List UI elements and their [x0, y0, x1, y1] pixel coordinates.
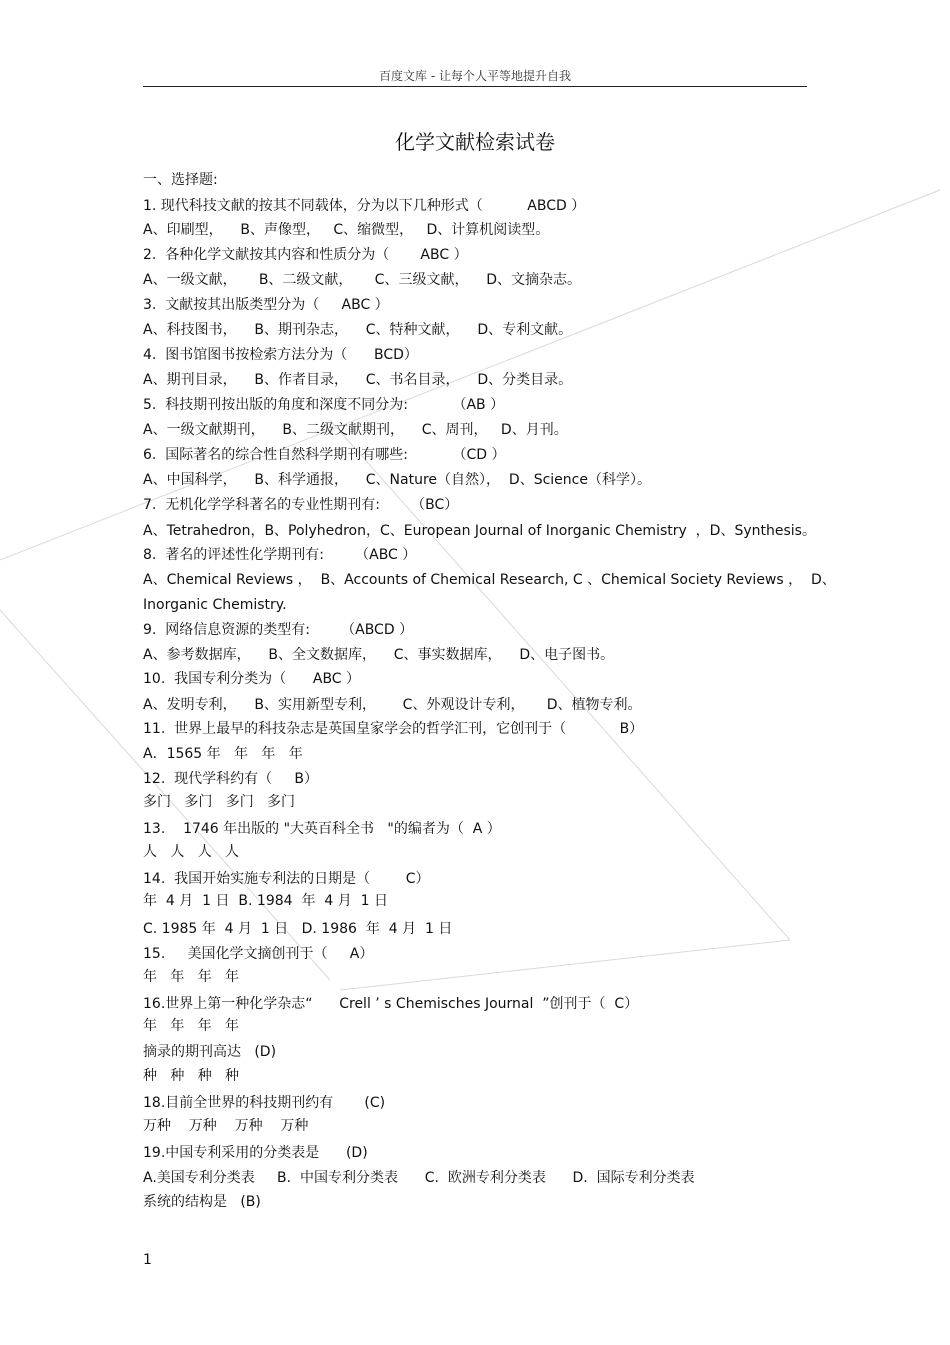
- option-line: 年 4 月 1 日 B. 1984 年 4 月 1 日: [143, 893, 388, 909]
- option-line: 人 人 人 人: [143, 844, 240, 860]
- section-heading: 一、选择题:: [143, 172, 218, 188]
- question-line: 7. 无机化学学科著名的专业性期刊有: （BC）: [143, 497, 459, 513]
- option-line: A．1565 年 年 年 年: [143, 746, 303, 762]
- document-title: 化学文献检索试卷: [395, 130, 555, 154]
- option-line: A、Chemical Reviews ， B、Accounts of Chemical Research, C 、Chemical Society Reviews ， D、: [143, 572, 836, 588]
- option-line: A、一级文献， B、二级文献， C、三级文献， D、文摘杂志。: [143, 272, 582, 288]
- option-line: A、科技图书， B、期刊杂志， C、特种文献， D、专利文献。: [143, 322, 573, 338]
- option-line: A、期刊目录， B、作者目录， C、书名目录， D、分类目录。: [143, 372, 573, 388]
- option-line: A、Tetrahedron，B、Polyhedron，C、European Journal of Inorganic Chemistry ，D、Synthesis。: [143, 523, 816, 539]
- question-line: 16.世界上第一种化学杂志“ Crell ’ s Chemisches Journal ”创刊于（ C）: [143, 996, 639, 1012]
- question-line: 18.目前全世界的科技期刊约有 (C): [143, 1095, 386, 1111]
- option-line: A、参考数据库， B、全文数据库， C、事实数据库， D、电子图书。: [143, 647, 615, 663]
- question-line: 15. 美国化学文摘创刊于（ A）: [143, 946, 374, 962]
- option-line: 多门 多门 多门 多门: [143, 794, 296, 810]
- question-line: 13. 1746 年出版的 "大英百科全书 "的编者为（ A ）: [143, 821, 501, 837]
- question-line: 系统的结构是 (B): [143, 1194, 261, 1210]
- page-header: 百度文库 - 让每个人平等地提升自我: [379, 69, 571, 83]
- header-divider: [143, 86, 807, 87]
- option-line: 种 种 种 种: [143, 1068, 240, 1084]
- option-line: A、一级文献期刊， B、二级文献期刊， C、周刊， D、月刊。: [143, 422, 568, 438]
- option-line: A.美国专利分类表 B. 中国专利分类表 C. 欧洲专利分类表 D. 国际专利分类表: [143, 1170, 695, 1186]
- option-line: Inorganic Chemistry.: [143, 597, 287, 613]
- watermark-line: [340, 940, 790, 990]
- question-line: 6. 国际著名的综合性自然科学期刊有哪些: （CD ）: [143, 447, 506, 463]
- question-line: 1. 现代科技文献的按其不同载体，分为以下几种形式（ ABCD ）: [143, 198, 586, 214]
- option-line: 年 年 年 年: [143, 969, 240, 985]
- question-line: 3. 文献按其出版类型分为（ ABC ）: [143, 297, 389, 313]
- question-line: 2. 各种化学文献按其内容和性质分为（ ABC ）: [143, 247, 468, 263]
- page-number: 1: [143, 1252, 152, 1268]
- question-line: 8. 著名的评述性化学期刊有: （ABC ）: [143, 547, 417, 563]
- question-line: 9. 网络信息资源的类型有: （ABCD ）: [143, 622, 414, 638]
- question-line: 19.中国专利采用的分类表是 (D): [143, 1145, 368, 1161]
- question-line: 14. 我国开始实施专利法的日期是（ C）: [143, 871, 430, 887]
- option-line: A、发明专利， B、实用新型专利， C、外观设计专利， D、植物专利。: [143, 697, 642, 713]
- question-line: 摘录的期刊高达 (D): [143, 1044, 277, 1060]
- option-line: 年 年 年 年: [143, 1018, 240, 1034]
- option-line: C. 1985 年 4 月 1 日 D. 1986 年 4 月 1 日: [143, 921, 453, 937]
- option-line: 万种 万种 万种 万种: [143, 1118, 309, 1134]
- question-line: 5. 科技期刊按出版的角度和深度不同分为: （AB ）: [143, 397, 505, 413]
- question-line: 12. 现代学科约有（ B）: [143, 771, 319, 787]
- question-line: 11. 世界上最早的科技杂志是英国皇家学会的哲学汇刊，它创刊于（ B）: [143, 721, 644, 737]
- question-line: 4. 图书馆图书按检索方法分为（ BCD）: [143, 347, 418, 363]
- option-line: A、印刷型， B、声像型， C、缩微型， D、计算机阅读型。: [143, 222, 550, 238]
- question-line: 10. 我国专利分类为（ ABC ）: [143, 671, 361, 687]
- option-line: A、中国科学， B、科学通报， C、Nature（自然）， D、Science（科学）。: [143, 472, 651, 488]
